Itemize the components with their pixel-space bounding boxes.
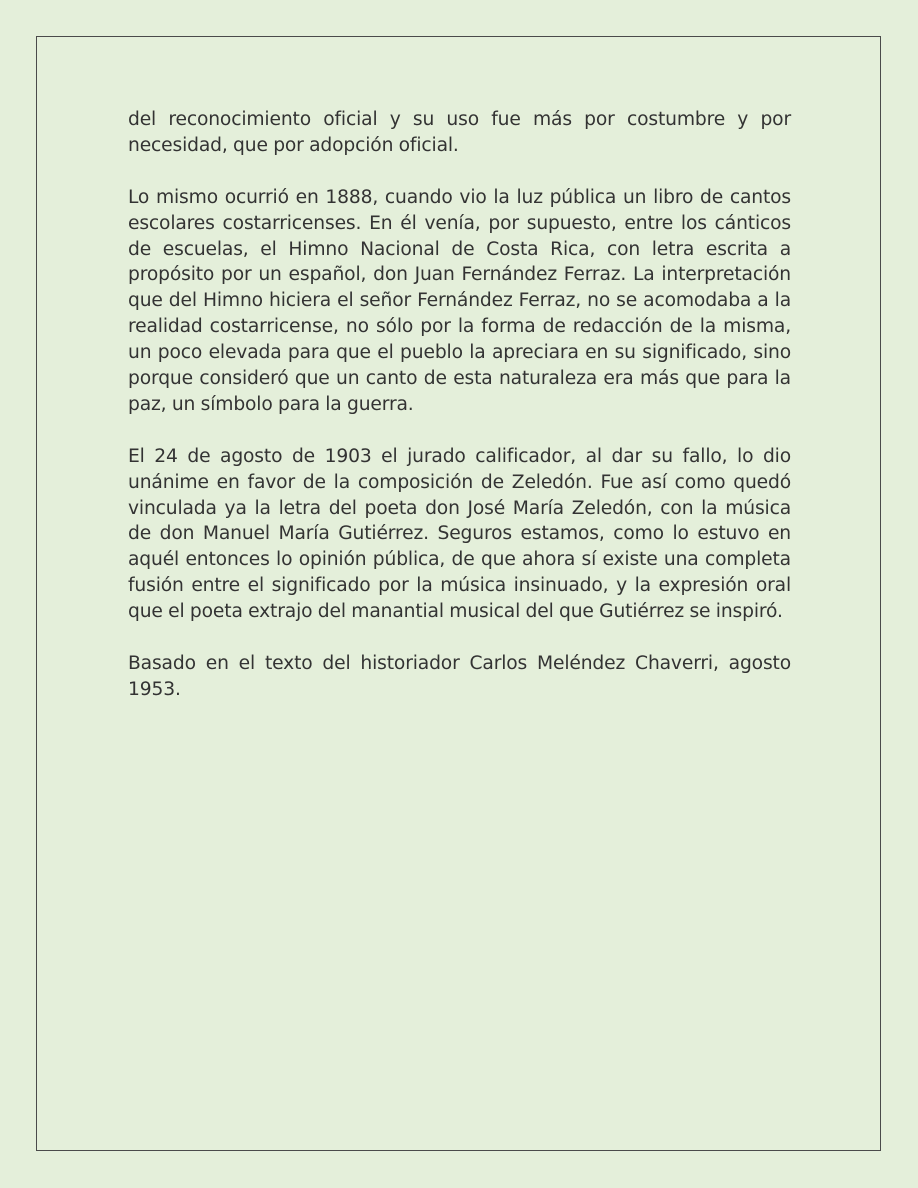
paragraph-1888-songbook: Lo mismo ocurrió en 1888, cuando vio la luz pública un libro de cantos escolares costarricenses. En él venía, por supuesto, entre los cánticos de escuelas, el Himno Nacional de Costa Rica, con letra escrita a propósito por un español, don Juan Fernández Ferraz. La interpretación que del Himno hiciera el señor Fernández Ferraz, no se acomodaba a la realidad costarricense, no sólo por la forma de redacción de la misma, un poco elevada para que el pueblo la apreciara en su significado, sino porque consideró que un canto de esta naturaleza era más que para la paz, un símbolo para la guerra. <box>128 186 791 415</box>
document-body <box>128 107 791 703</box>
paragraph-source-attribution: Basado en el texto del historiador Carlos Meléndez Chaverri, agosto 1953. <box>128 652 791 700</box>
paragraph-1903-jury: El 24 de agosto de 1903 el jurado calificador, al dar su fallo, lo dio unánime en favor de la composición de Zeledón. Fue así como quedó vinculada ya la letra del poeta don José María Zeledón, con la música de don Manuel María Gutiérrez. Seguros estamos, como lo estuvo en aquél entonces lo opinión pública, de que ahora sí existe una completa fusión entre el significado por la música insinuado, y la expresión oral que el poeta extrajo del manantial musical del que Gutiérrez se inspiró. <box>128 445 791 623</box>
paragraph-intro-continuation: del reconocimiento oficial y su uso fue más por costumbre y por necesidad, que por adopción oficial. <box>128 109 791 156</box>
